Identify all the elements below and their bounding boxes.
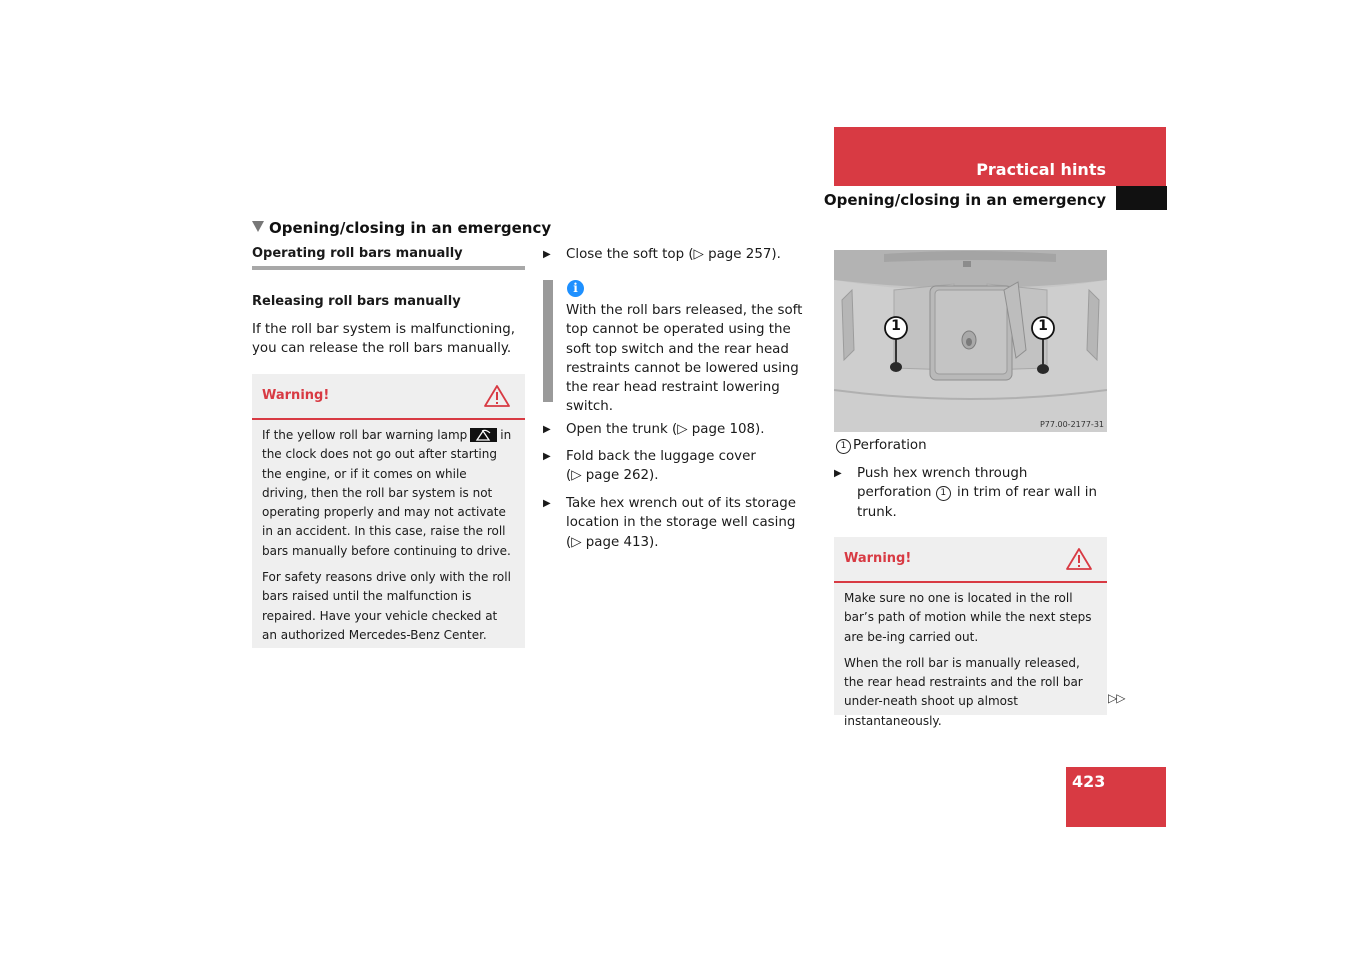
warning-para-2: When the roll bar is manually released, the rear head restraints and the roll bar under-neath shoot up almost instantaneously. (844, 655, 1083, 728)
continued-marker: ▷▷ (1108, 691, 1125, 705)
callout-label-right: 1 (1038, 318, 1048, 334)
step-text-end: in trim of rear wall in trunk. (857, 485, 1097, 520)
warning-title: Warning! (844, 551, 912, 566)
warning-box-left (252, 374, 525, 648)
section-title: Opening/closing in an emergency (823, 191, 1106, 209)
step-close-soft-top (543, 245, 823, 264)
warning-box-right (834, 537, 1107, 728)
step-fold-cover (543, 447, 773, 486)
callout-number-icon: 1 (836, 439, 851, 454)
warning-header (252, 374, 525, 420)
step-text: Close the soft top (▷ page 257). (566, 247, 781, 262)
subheading-rule (252, 266, 525, 270)
step-text (834, 464, 1102, 522)
info-text: With the roll bars released, the soft top cannot be operated using the soft top switch and the rear head restraints cannot be lowered using the rear head restraint lowering switch. (566, 303, 803, 415)
intro-paragraph: If the roll bar system is malfunctioning, you can release the roll bars manually. (252, 322, 515, 357)
step-open-trunk (543, 420, 823, 439)
figure-code: P77.00-2177-31 (1039, 420, 1104, 429)
callout-number-icon: 1 (936, 486, 951, 501)
warning-para-2: For safety reasons drive only with the roll bars raised until the malfunction is repaired. Have your vehicle checked at an authorized Mercedes-Benz Center. (262, 570, 511, 642)
header-black-tab (1116, 186, 1167, 210)
warning-title: Warning! (262, 388, 330, 403)
step-text: Fold back the luggage cover (▷ page 262). (566, 449, 756, 484)
triangle-bullet-icon: ▶ (543, 498, 551, 509)
main-heading (252, 219, 551, 237)
warning-body (834, 583, 1107, 744)
callout-label-left: 1 (891, 318, 901, 334)
info-sidebar (543, 280, 553, 402)
warning-triangle-icon (1065, 547, 1093, 571)
trunk-illustration-graphic (834, 250, 1107, 432)
subheading: Operating roll bars manually (252, 246, 463, 261)
triangle-bullet-icon: ▶ (543, 451, 551, 462)
roll-bar-warning-lamp-icon (470, 428, 497, 442)
warning-para-1 (262, 426, 515, 561)
info-icon: i (567, 280, 584, 297)
figure-legend (836, 436, 1106, 455)
legend-text: Perforation (853, 438, 927, 453)
page-number: 423 (1072, 772, 1106, 791)
step-text: Open the trunk (▷ page 108). (566, 422, 765, 437)
trunk-rear-wall-illustration (834, 250, 1107, 432)
step-text: Take hex wrench out of its storage location in the storage well casing (▷ page 413). (566, 496, 797, 550)
warning-header (834, 537, 1107, 583)
triangle-bullet-icon: ▶ (543, 424, 551, 435)
step-take-hex-wrench (543, 494, 811, 552)
step-push-hex-wrench (834, 464, 1102, 522)
warning-para-1-start: If the yellow roll bar warning lamp (262, 428, 468, 442)
warning-triangle-icon (483, 384, 511, 408)
triangle-down-icon (252, 221, 264, 232)
triangle-bullet-icon: ▶ (834, 468, 842, 479)
heading-releasing: Releasing roll bars manually (252, 294, 461, 309)
main-heading-text: Opening/closing in an emergency (269, 219, 552, 237)
step-text-start: Push hex wrench through perforation (857, 466, 1028, 501)
warning-para-1-end: in the clock does not go out after starting the engine, or if it comes on while driving, then the roll bar system is not operating properly and may not activate in an accident. In this case, raise the roll bars manually before continuing to drive. (262, 428, 512, 558)
warning-para-1: Make sure no one is located in the roll bar’s path of motion while the next steps are be-ing carried out. (844, 591, 1092, 644)
chapter-title: Practical hints (976, 160, 1106, 179)
triangle-bullet-icon: ▶ (543, 249, 551, 260)
warning-body (252, 420, 525, 658)
